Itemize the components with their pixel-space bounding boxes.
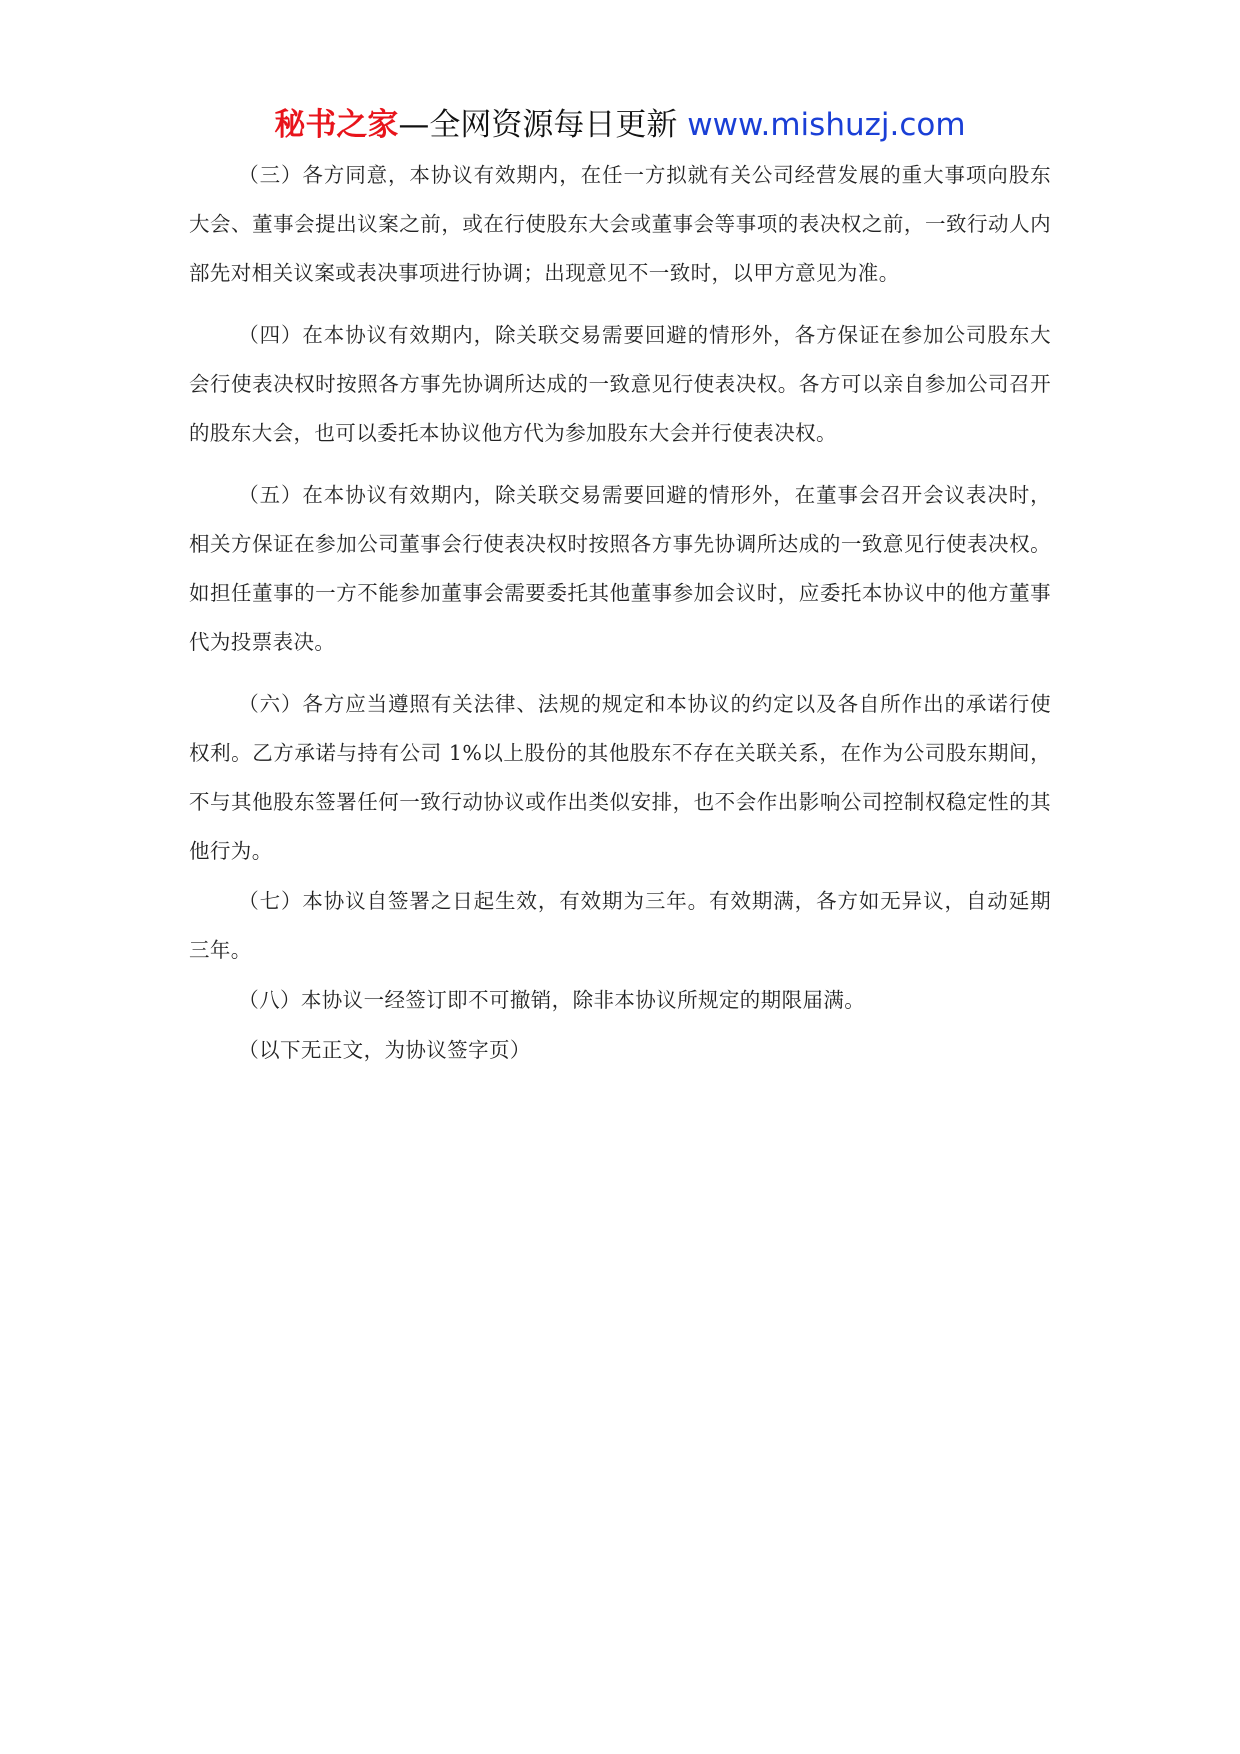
clause-6: （六）各方应当遵照有关法律、法规的规定和本协议的约定以及各自所作出的承诺行使权利。乙方承诺与持有公司 1%以上股份的其他股东不存在关联关系，在作为公司股东期间，不与其他股东签署任何一致行动协议或作出类似安排，也不会作出影响公司控制权稳定性的其他行为。 xyxy=(189,692,1051,863)
clause-8: （八）本协议一经签订即不可撤销，除非本协议所规定的期限届满。 xyxy=(238,988,866,1012)
clause-4: （四）在本协议有效期内，除关联交易需要回避的情形外，各方保证在参加公司股东大会行使表决权时按照各方事先协调所达成的一致意见行使表决权。各方可以亲自参加公司召开的股东大会，也可以委托本协议他方代为参加股东大会并行使表决权。 xyxy=(189,323,1051,445)
clause-3: （三）各方同意，本协议有效期内，在任一方拟就有关公司经营发展的重大事项向股东大会、董事会提出议案之前，或在行使股东大会或董事会等事项的表决权之前，一致行动人内部先对相关议案或表决事项进行协调；出现意见不一致时，以甲方意见为准。 xyxy=(189,163,1051,285)
site-url-link[interactable]: www.mishuzj.com xyxy=(687,107,966,143)
site-header xyxy=(0,100,1240,150)
end-of-text-note: （以下无正文，为协议签字页） xyxy=(238,1038,531,1062)
header-slogan: —全网资源每日更新 xyxy=(398,107,678,143)
clause-7: （七）本协议自签署之日起生效，有效期为三年。有效期满，各方如无异议，自动延期三年。 xyxy=(189,889,1051,962)
brand-name: 秘书之家 xyxy=(274,107,399,143)
clause-5: （五）在本协议有效期内，除关联交易需要回避的情形外，在董事会召开会议表决时，相关方保证在参加公司董事会行使表决权时按照各方事先协调所达成的一致意见行使表决权。如担任董事的一方不能参加董事会需要委托其他董事参加会议时，应委托本协议中的他方董事代为投票表决。 xyxy=(189,483,1051,654)
document-body xyxy=(189,151,1051,1075)
